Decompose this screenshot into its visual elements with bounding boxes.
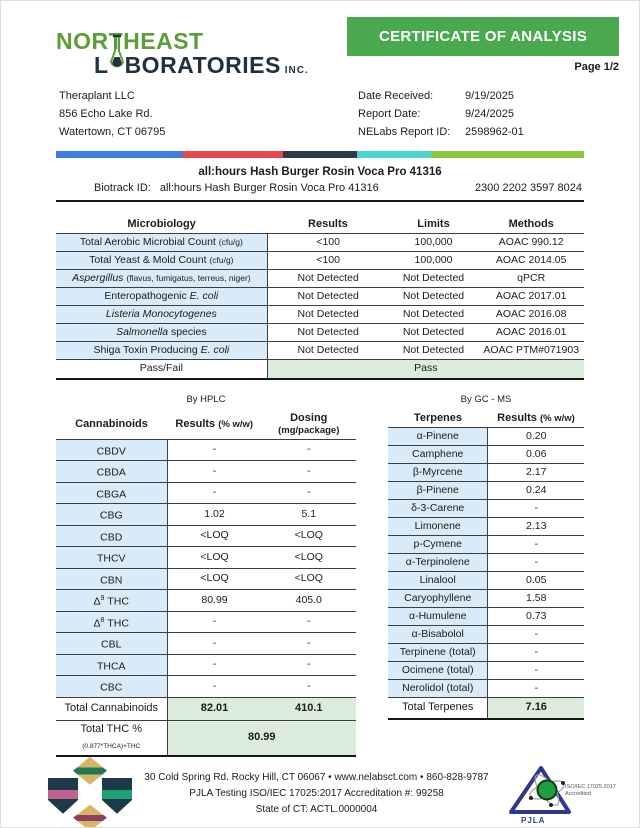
method-cell: AOAC 990.12 bbox=[478, 234, 584, 252]
microbiology-header-row bbox=[56, 214, 584, 234]
result-cell: Not Detected bbox=[267, 288, 388, 306]
col-cannabinoids: Cannabinoids bbox=[75, 417, 148, 430]
accreditation-badges-icon bbox=[46, 757, 134, 828]
result-cell: <100 bbox=[267, 252, 388, 270]
terpene-row bbox=[388, 463, 584, 481]
analyte-name-cell: Listeria Monocytogenes bbox=[56, 306, 267, 324]
col-terp-results: Results (% w/w) bbox=[497, 411, 575, 424]
terpene-name-cell: α-Humulene bbox=[388, 607, 488, 625]
color-divider-bar bbox=[56, 151, 584, 158]
cannabinoid-name-cell: CBN bbox=[56, 568, 167, 590]
result-cell: Not Detected bbox=[267, 270, 388, 288]
cannabinoid-name-cell: CBDA bbox=[56, 461, 167, 483]
col-cann-dosing: Dosing (mg/package) bbox=[278, 411, 340, 436]
col-cann-results: Results (% w/w) bbox=[175, 417, 254, 430]
method-cell: AOAC 2017.01 bbox=[478, 288, 584, 306]
cannabinoid-result-cell: <LOQ bbox=[167, 525, 262, 547]
cannabinoid-result-cell: 80.99 bbox=[167, 590, 262, 612]
method-cell: AOAC PTM#071903 bbox=[478, 342, 584, 360]
cannabinoid-row bbox=[56, 590, 356, 612]
terpenes-table bbox=[388, 408, 584, 721]
terpene-row bbox=[388, 679, 584, 697]
terpene-name-cell: Linalool bbox=[388, 571, 488, 589]
terpene-row bbox=[388, 607, 584, 625]
terpene-row bbox=[388, 589, 584, 607]
microbiology-row bbox=[56, 234, 584, 252]
cannabinoid-dosing-cell: <LOQ bbox=[262, 568, 357, 590]
gcms-method-note: By GC - MS bbox=[460, 393, 512, 405]
result-cell: Not Detected bbox=[267, 306, 388, 324]
cannabinoids-header-row bbox=[56, 408, 356, 440]
cannabinoid-result-cell: - bbox=[167, 611, 262, 633]
terpene-result-cell: 0.24 bbox=[488, 481, 584, 499]
logo-text-laboratories: L BORATORIES INC. bbox=[94, 53, 309, 83]
total-cannabinoids-row bbox=[56, 697, 356, 720]
cannabinoid-dosing-cell: - bbox=[262, 633, 357, 655]
terpenes-header-row bbox=[388, 408, 584, 428]
cannabinoid-result-cell: - bbox=[167, 676, 262, 698]
terpene-result-cell: - bbox=[488, 553, 584, 571]
terpene-result-cell: 0.05 bbox=[488, 571, 584, 589]
col-methods: Methods bbox=[508, 218, 554, 230]
accreditation-line: PJLA Testing ISO/IEC 17025:2017 Accreditation #: 99258 bbox=[189, 787, 444, 799]
report-date-value: 9/24/2025 bbox=[465, 108, 514, 120]
result-cell: Not Detected bbox=[267, 324, 388, 342]
cannabinoid-name-cell: THCA bbox=[56, 654, 167, 676]
cannabinoid-name-cell: CBG bbox=[56, 504, 167, 526]
lab-address-line: 30 Cold Spring Rd. Rocky Hill, CT 06067 • www.nelabsct.com • 860-828-9787 bbox=[144, 771, 489, 783]
cannabinoid-name-cell: CBC bbox=[56, 676, 167, 698]
cannabinoid-row bbox=[56, 611, 356, 633]
cannabinoid-dosing-cell: - bbox=[262, 654, 357, 676]
cannabinoid-dosing-cell: - bbox=[262, 461, 357, 483]
badge-left-icon bbox=[48, 778, 78, 814]
terpene-name-cell: Nerolidol (total) bbox=[388, 679, 488, 697]
terpene-row bbox=[388, 445, 584, 463]
cannabinoid-dosing-cell: - bbox=[262, 439, 357, 461]
terpene-row bbox=[388, 553, 584, 571]
biotrack-code: 2300 2202 3597 8024 bbox=[474, 182, 582, 194]
terpene-result-cell: - bbox=[488, 661, 584, 679]
pass-fail-label: Pass/Fail bbox=[56, 360, 267, 379]
cannabinoid-result-cell: - bbox=[167, 461, 262, 483]
cannabinoid-result-cell: 1.02 bbox=[167, 504, 262, 526]
cannabinoid-name-cell: CBL bbox=[56, 633, 167, 655]
logo-suffix: INC. bbox=[284, 65, 309, 76]
total-thc-label: Total THC % $_{(0.877*THCA)+THC}$ bbox=[56, 720, 167, 756]
pjla-logo bbox=[503, 758, 621, 828]
terpene-name-cell: β-Pinene bbox=[388, 481, 488, 499]
terpene-row bbox=[388, 571, 584, 589]
header bbox=[56, 17, 619, 83]
header-right bbox=[347, 17, 619, 83]
microbiology-row bbox=[56, 324, 584, 342]
terpene-name-cell: Limonene bbox=[388, 517, 488, 535]
results-columns bbox=[56, 394, 584, 757]
terpene-result-cell: - bbox=[488, 535, 584, 553]
cannabinoid-name-cell: $\Delta^8$ THC bbox=[56, 611, 167, 633]
method-cell: AOAC 2016.01 bbox=[478, 324, 584, 342]
terpene-name-cell: α-Pinene bbox=[388, 427, 488, 445]
total-terpenes-row bbox=[388, 697, 584, 719]
terpene-result-cell: 2.17 bbox=[488, 463, 584, 481]
northeast-laboratories-logo bbox=[56, 17, 309, 83]
cannabinoid-name-cell: CBD bbox=[56, 525, 167, 547]
date-received-label: Date Received: bbox=[358, 90, 434, 102]
limit-cell: Not Detected bbox=[389, 270, 479, 288]
biotrack-value: all:hours Hash Burger Rosin Voca Pro 41316 bbox=[159, 182, 379, 194]
terpene-result-cell: 0.73 bbox=[488, 607, 584, 625]
report-date-label: Report Date: bbox=[358, 108, 421, 120]
certificate-banner: CERTIFICATE OF ANALYSIS bbox=[347, 17, 619, 56]
terpene-name-cell: Terpinene (total) bbox=[388, 643, 488, 661]
result-cell: Not Detected bbox=[267, 342, 388, 360]
method-cell: AOAC 2014.05 bbox=[478, 252, 584, 270]
lab-contact-block bbox=[134, 770, 499, 818]
report-id-value: 2598962-01 bbox=[465, 126, 524, 138]
cannabinoid-row bbox=[56, 654, 356, 676]
limit-cell: Not Detected bbox=[389, 306, 479, 324]
cannabinoid-name-cell: THCV bbox=[56, 547, 167, 569]
pass-fail-value: Pass bbox=[267, 360, 584, 379]
analyte-name-cell: Aspergillus (flavus, fumigatus, terreus, niger) bbox=[56, 270, 267, 288]
cannabinoid-row bbox=[56, 461, 356, 483]
main-content bbox=[1, 141, 639, 757]
terpene-result-cell: - bbox=[488, 625, 584, 643]
cannabinoid-result-cell: - bbox=[167, 654, 262, 676]
hplc-method-note: By HPLC bbox=[186, 393, 226, 405]
limit-cell: 100,000 bbox=[389, 252, 479, 270]
microbiology-table bbox=[56, 214, 584, 380]
client-name: Theraplant LLC bbox=[59, 90, 135, 102]
bar-segment-navy bbox=[283, 151, 357, 158]
cannabinoid-row bbox=[56, 482, 356, 504]
cannabinoid-name-cell: $\Delta^9$ THC bbox=[56, 590, 167, 612]
badge-top-icon bbox=[73, 757, 107, 785]
limit-cell: 100,000 bbox=[389, 234, 479, 252]
client-city: Watertown, CT 06795 bbox=[59, 126, 166, 138]
cannabinoid-result-cell: - bbox=[167, 439, 262, 461]
microbiology-row bbox=[56, 252, 584, 270]
cannabinoid-row bbox=[56, 439, 356, 461]
total-terpenes-value: 7.16 bbox=[488, 697, 584, 719]
cannabinoid-result-cell: - bbox=[167, 482, 262, 504]
cannabinoid-name-cell: CBDV bbox=[56, 439, 167, 461]
total-thc-row bbox=[56, 720, 356, 756]
terpene-result-cell: 0.06 bbox=[488, 445, 584, 463]
cannabinoid-dosing-cell: - bbox=[262, 676, 357, 698]
cannabinoid-row bbox=[56, 525, 356, 547]
badge-right-icon bbox=[102, 778, 132, 814]
terpene-row bbox=[388, 625, 584, 643]
cannabinoid-dosing-cell: <LOQ bbox=[262, 547, 357, 569]
limit-cell: Not Detected bbox=[389, 324, 479, 342]
analyte-name-cell: Shiga Toxin Producing E. coli bbox=[56, 342, 267, 360]
pass-fail-row bbox=[56, 360, 584, 379]
cannabinoid-dosing-cell: - bbox=[262, 611, 357, 633]
cannabinoids-table bbox=[56, 408, 356, 757]
terpenes-section bbox=[388, 394, 584, 757]
terpene-row bbox=[388, 427, 584, 445]
terpene-name-cell: Camphene bbox=[388, 445, 488, 463]
result-cell: <100 bbox=[267, 234, 388, 252]
microbiology-row bbox=[56, 270, 584, 288]
terpene-row bbox=[388, 481, 584, 499]
terpene-name-cell: δ-3-Carene bbox=[388, 499, 488, 517]
biotrack-pair bbox=[94, 182, 379, 194]
pjla-iso-text: ISO/IEC 17025:2017 Accredited bbox=[565, 783, 616, 797]
terpene-result-cell: - bbox=[488, 499, 584, 517]
col-terpenes: Terpenes bbox=[413, 411, 463, 424]
terpene-name-cell: Ocimene (total) bbox=[388, 661, 488, 679]
terpene-name-cell: p-Cymene bbox=[388, 535, 488, 553]
cannabinoid-dosing-cell: - bbox=[262, 482, 357, 504]
terpene-name-cell: Caryophyllene bbox=[388, 589, 488, 607]
client-street: 856 Echo Lake Rd. bbox=[59, 108, 153, 120]
bar-segment-red bbox=[183, 151, 283, 158]
logo-text-northeast: NORTHEAST bbox=[56, 28, 204, 54]
cannabinoid-row bbox=[56, 633, 356, 655]
cannabinoid-result-cell: <LOQ bbox=[167, 547, 262, 569]
terpene-row bbox=[388, 535, 584, 553]
analyte-name-cell: Salmonella species bbox=[56, 324, 267, 342]
total-terpenes-label: Total Terpenes bbox=[388, 697, 488, 719]
limit-cell: Not Detected bbox=[389, 288, 479, 306]
flask-icon bbox=[109, 71, 125, 73]
biotrack-row bbox=[56, 178, 584, 202]
terpene-row bbox=[388, 661, 584, 679]
col-results: Results bbox=[308, 218, 348, 230]
terpene-result-cell: 2.13 bbox=[488, 517, 584, 535]
analyte-name-cell: Enteropathogenic E. coli bbox=[56, 288, 267, 306]
microbiology-row bbox=[56, 342, 584, 360]
client-address-block bbox=[59, 87, 165, 141]
badge-bottom-icon bbox=[73, 805, 107, 828]
terpene-result-cell: - bbox=[488, 643, 584, 661]
bar-segment-teal bbox=[357, 151, 431, 158]
terpene-result-cell: - bbox=[488, 679, 584, 697]
total-cannabinoids-label: Total Cannabinoids bbox=[56, 697, 167, 720]
terpene-name-cell: α-Terpinolene bbox=[388, 553, 488, 571]
analyte-name-cell: Total Yeast & Mold Count (cfu/g) bbox=[56, 252, 267, 270]
total-cannabinoids-dosing: 410.1 bbox=[262, 697, 357, 720]
date-received-value: 9/19/2025 bbox=[465, 90, 514, 102]
cannabinoid-dosing-cell: 5.1 bbox=[262, 504, 357, 526]
bar-segment-green bbox=[431, 151, 584, 158]
total-thc-value: 80.99 bbox=[167, 720, 356, 756]
total-cannabinoids-result: 82.01 bbox=[167, 697, 262, 720]
bar-segment-blue bbox=[56, 151, 183, 158]
cannabinoid-result-cell: <LOQ bbox=[167, 568, 262, 590]
page-number: Page 1/2 bbox=[574, 61, 619, 73]
pjla-name: PJLA bbox=[521, 815, 546, 825]
state-license-line: State of CT: ACTL.0000004 bbox=[255, 803, 378, 815]
cannabinoid-dosing-cell: <LOQ bbox=[262, 525, 357, 547]
cannabinoid-dosing-cell: 405.0 bbox=[262, 590, 357, 612]
sample-title: all:hours Hash Burger Rosin Voca Pro 41316 bbox=[198, 166, 442, 178]
terpene-name-cell: α-Bisabolol bbox=[388, 625, 488, 643]
cannabinoid-row bbox=[56, 676, 356, 698]
report-info bbox=[59, 87, 584, 141]
terpene-result-cell: 0.20 bbox=[488, 427, 584, 445]
footer bbox=[1, 757, 639, 828]
cannabinoid-row bbox=[56, 547, 356, 569]
col-microbiology: Microbiology bbox=[127, 218, 196, 230]
terpene-name-cell: β-Myrcene bbox=[388, 463, 488, 481]
method-cell: AOAC 2016.08 bbox=[478, 306, 584, 324]
report-id-label: NELabs Report ID: bbox=[358, 126, 451, 138]
microbiology-row bbox=[56, 306, 584, 324]
cannabinoid-row bbox=[56, 504, 356, 526]
microbiology-row bbox=[56, 288, 584, 306]
terpene-row bbox=[388, 499, 584, 517]
limit-cell: Not Detected bbox=[389, 342, 479, 360]
terpene-result-cell: 1.58 bbox=[488, 589, 584, 607]
col-limits: Limits bbox=[417, 218, 450, 230]
biotrack-label: Biotrack ID: bbox=[94, 182, 151, 194]
terpene-row bbox=[388, 643, 584, 661]
cannabinoid-row bbox=[56, 568, 356, 590]
cannabinoids-section bbox=[56, 394, 356, 757]
cannabinoid-result-cell: - bbox=[167, 633, 262, 655]
cannabinoid-name-cell: CBGA bbox=[56, 482, 167, 504]
method-cell: qPCR bbox=[478, 270, 584, 288]
report-meta-block bbox=[358, 87, 584, 141]
terpene-row bbox=[388, 517, 584, 535]
analyte-name-cell: Total Aerobic Microbial Count (cfu/g) bbox=[56, 234, 267, 252]
